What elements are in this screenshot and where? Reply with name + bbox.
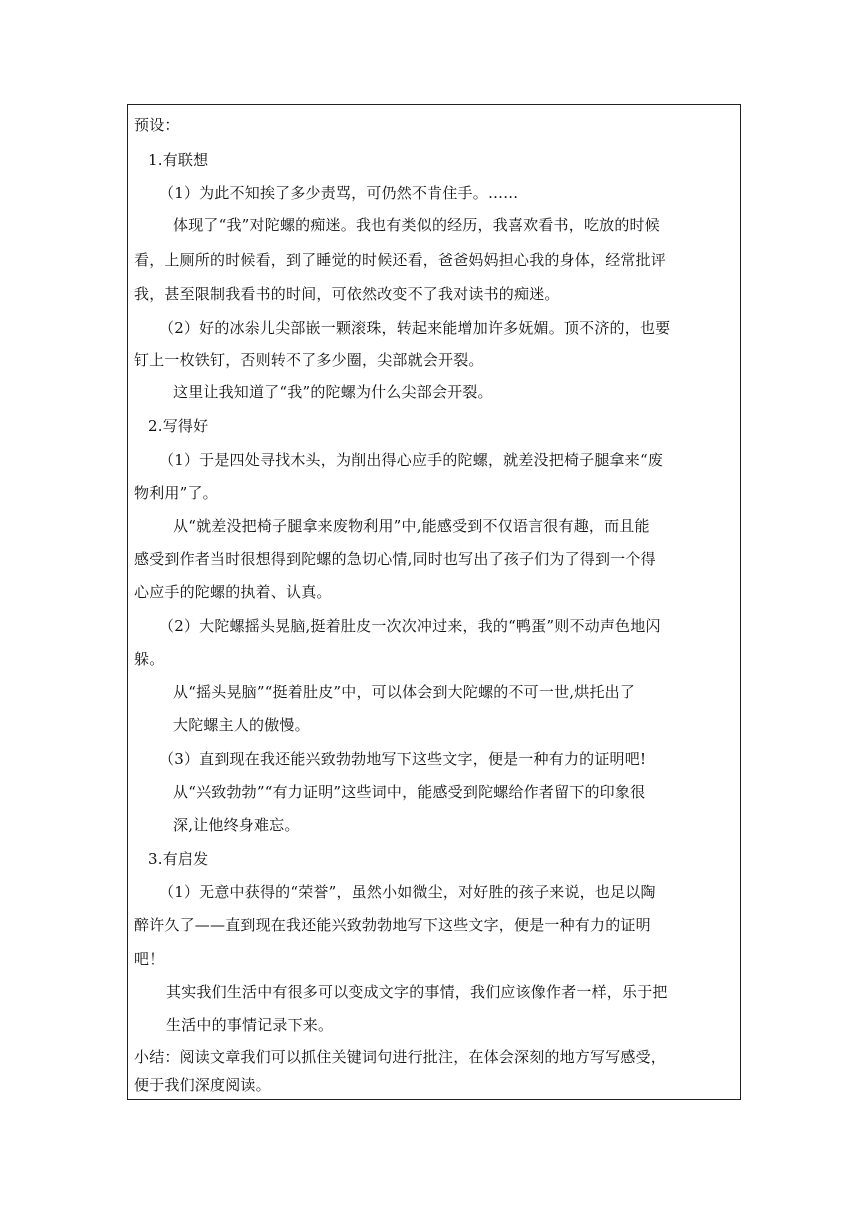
comment-line: 大陀螺主人的傲慢。 [173,716,310,734]
comment-line: 从“就差没把椅子腿拿来废物利用”中,能感受到不仅语言很有趣，而且能 [173,517,650,535]
section-heading-good-writing: 2.写得好 [148,417,209,435]
quote-line: 躲。 [134,650,165,668]
section-heading-association: 1.有联想 [148,151,209,169]
quote-line: 吧！ [134,950,165,968]
summary-line: 小结：阅读文章我们可以抓住关键词句进行批注，在体会深刻的地方写写感受， [134,1048,667,1066]
comment-line: 从“兴致勃勃”“有力证明”这些词中，能感受到陀螺给作者留下的印象很 [173,783,646,801]
comment-line: 感受到作者当时很想得到陀螺的急切心情,同时也写出了孩子们为了得到一个得 [134,550,656,568]
quote-line: （2）大陀螺摇头晃脑,挺着肚皮一次次冲过来，我的“鸭蛋”则不动声色地闪 [159,617,661,635]
comment-line: 体现了“我”对陀螺的痴迷。我也有类似的经历，我喜欢看书，吃放的时候 [173,216,660,234]
preset-label: 预设： [134,116,180,134]
summary-line: 便于我们深度阅读。 [134,1076,271,1094]
comment-line: 心应手的陀螺的执着、认真。 [134,583,332,601]
section-heading-inspiration: 3.有启发 [148,850,209,868]
comment-line: 生活中的事情记录下来。 [166,1016,334,1034]
comment-line: 深,让他终身难忘。 [173,816,300,834]
quote-line: （1）于是四处寻找木头，为削出得心应手的陀螺，就差没把椅子腿拿来“废 [159,451,664,469]
quote-line: （2）好的冰尜儿尖部嵌一颗滚珠，转起来能增加许多妩媚。顶不济的，也要 [159,319,671,337]
quote-line: 物利用”了。 [134,484,218,502]
comment-line: 我，甚至限制我看书的时间，可依然改变不了我对读书的痴迷。 [134,285,560,303]
comment-line: 这里让我知道了“我”的陀螺为什么尖部会开裂。 [173,383,493,401]
quote-line: 醉许久了——直到现在我还能兴致勃勃地写下这些文字，便是一种有力的证明 [134,916,651,934]
comment-line: 从“摇头晃脑”“挺着肚皮”中，可以体会到大陀螺的不可一世,烘托出了 [173,683,636,701]
comment-line: 其实我们生活中有很多可以变成文字的事情，我们应该像作者一样，乐于把 [166,983,668,1001]
comment-line: 看，上厕所的时候看，到了睡觉的时候还看，爸爸妈妈担心我的身体，经常批评 [134,251,667,269]
quote-line: （1）无意中获得的“荣誉”，虽然小如微尘，对好胜的孩子来说，也足以陶 [159,883,656,901]
quote-line: （3）直到现在我还能兴致勃勃地写下这些文字，便是一种有力的证明吧! [159,750,647,768]
quote-line: （1）为此不知挨了多少责骂，可仍然不肯住手。…… [159,184,519,202]
quote-line: 钉上一枚铁钉，否则转不了多少圈，尖部就会开裂。 [134,351,484,369]
